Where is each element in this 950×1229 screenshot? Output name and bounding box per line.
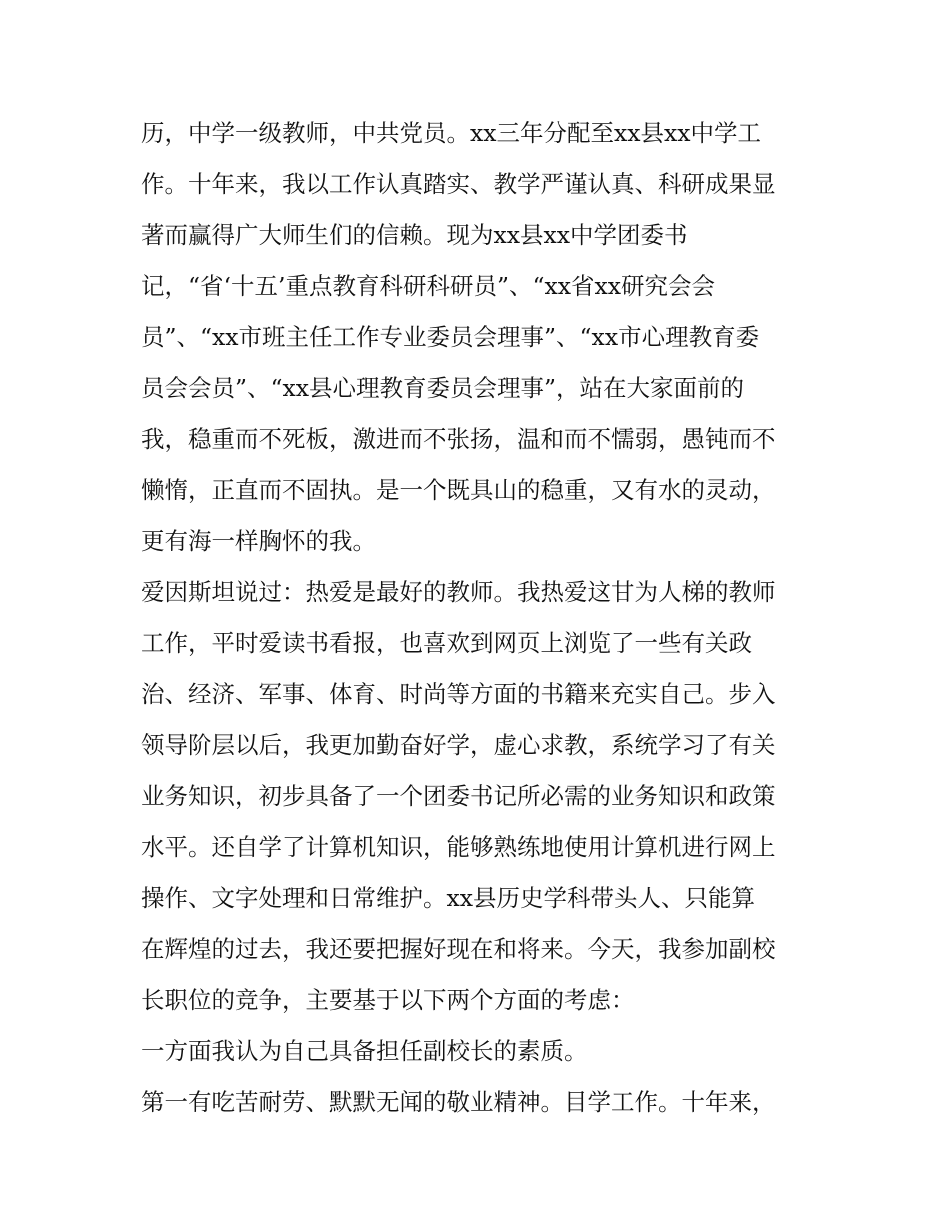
text-line: 懒惰，正直而不固执。是一个既具山的稳重，又有水的灵动， <box>141 476 776 504</box>
text-line: 著而赢得广大师生们的信赖。现为xx县xx中学团委书 <box>141 221 688 249</box>
text-line: 水平。还自学了计算机知识，能够熟练地使用计算机进行网上 <box>141 833 776 861</box>
text-line: 在辉煌的过去，我还要把握好现在和将来。今天，我参加副校 <box>141 935 776 963</box>
text-line: 作。十年来，我以工作认真踏实、教学严谨认真、科研成果显 <box>141 170 776 198</box>
text-line: 业务知识，初步具备了一个团委书记所必需的业务知识和政策 <box>141 782 776 810</box>
text-line: 领导阶层以后，我更加勤奋好学，虚心求教，系统学习了有关 <box>141 731 776 759</box>
text-line: 爱因斯坦说过：热爱是最好的教师。我热爱这甘为人梯的教师 <box>141 578 776 606</box>
text-line: 员会会员”、“xx县心理教育委员会理事”，站在大家面前的 <box>141 374 745 402</box>
text-line: 第一有吃苦耐劳、默默无闻的敬业精神。目学工作。十年来， <box>141 1088 776 1116</box>
document-body <box>141 108 821 1128</box>
text-line: 我，稳重而不死板，激进而不张扬，温和而不懦弱，愚钝而不 <box>141 425 776 453</box>
text-line: 一方面我认为自己具备担任副校长的素质。 <box>141 1037 588 1065</box>
text-line: 治、经济、军事、体育、时尚等方面的书籍来充实自己。步入 <box>141 680 776 708</box>
text-line: 操作、文字处理和日常维护。xx县历史学科带头人、只能算 <box>141 884 756 912</box>
text-line: 工作，平时爱读书看报，也喜欢到网页上浏览了一些有关政 <box>141 629 752 657</box>
text-line: 记，“省‘十五’重点教育科研科研员”、“xx省xx研究会会 <box>141 272 715 300</box>
text-line: 长职位的竞争，主要基于以下两个方面的考虑： <box>141 986 635 1014</box>
text-line: 员”、“xx市班主任工作专业委员会理事”、“xx市心理教育委 <box>141 323 760 351</box>
text-line: 更有海一样胸怀的我。 <box>141 527 376 555</box>
text-line: 历，中学一级教师，中共党员。xx三年分配至xx县xx中学工 <box>141 119 762 147</box>
